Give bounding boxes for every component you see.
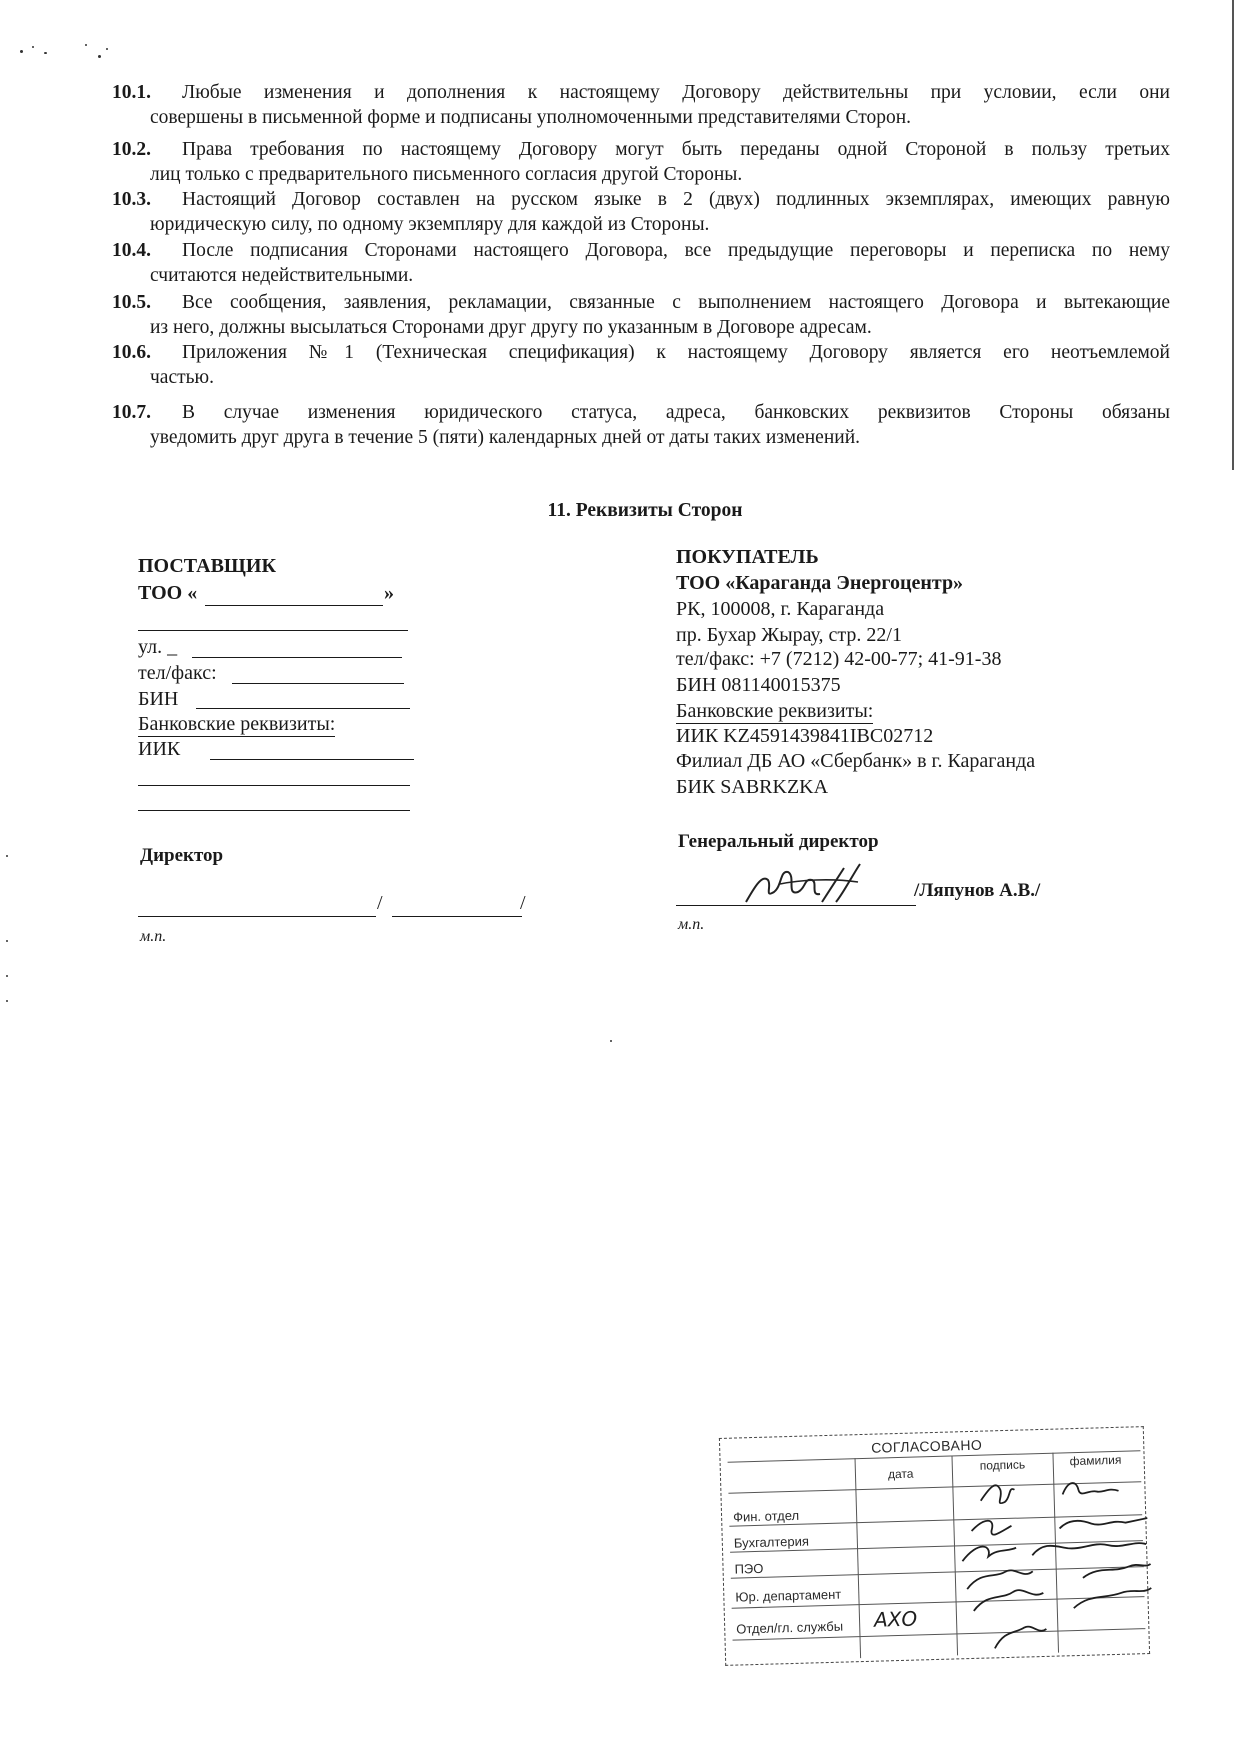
buyer-address-line2: пр. Бухар Жырау, стр. 22/1 — [676, 624, 902, 646]
supplier-seal-mark: м.п. — [140, 928, 167, 945]
clause-text-line1: Настоящий Договор составлен на русском языке в 2 (двух) подлинных экземплярах, имеющих равную — [182, 189, 1170, 210]
stamp-row-label: Фин. отдел — [732, 1507, 800, 1525]
supplier-name-blank — [392, 916, 522, 917]
scan-speck — [6, 1000, 8, 1002]
supplier-sign-separator: / — [377, 892, 383, 914]
clause-text-line1: Все сообщения, заявления, рекламации, связанные с выполнением настоящего Договора и вытекающие — [182, 292, 1170, 313]
stamp-row-label: Юр. департамент — [735, 1586, 842, 1605]
clause-number: 10.3. — [112, 189, 151, 210]
clause-text-line2: лиц только с предварительного письменного согласия другой Стороны. — [150, 164, 743, 185]
buyer-signer-name: /Ляпунов А.В./ — [914, 880, 1041, 901]
clause-number: 10.4. — [112, 240, 151, 261]
buyer-signature-mark — [740, 858, 890, 914]
stamp-row-label: Бухгалтерия — [733, 1533, 810, 1551]
scan-speck — [20, 50, 23, 53]
clause-text-line2: из него, должны высылаться Сторонами друг другу по указанным в Договоре адресам. — [150, 317, 872, 338]
buyer-heading: ПОКУПАТЕЛЬ — [676, 546, 819, 568]
scan-edge — [1232, 0, 1234, 470]
clause-number: 10.5. — [112, 292, 151, 313]
stamp-column-name: фамилия — [1069, 1452, 1122, 1469]
scan-speck — [610, 1040, 612, 1042]
supplier-bank-label: Банковские реквизиты: — [138, 713, 336, 735]
stamp-column-signature: подпись — [979, 1457, 1026, 1473]
clause-text-line1: Приложения №1 (Техническая спецификация) к настоящему Договору является его неотъемлемой — [182, 342, 1170, 363]
scan-speck — [6, 940, 8, 942]
buyer-bik: БИК SABRKZKA — [676, 776, 829, 798]
scan-speck — [98, 55, 101, 58]
buyer-bank-label: Банковские реквизиты: — [676, 700, 874, 722]
clause-text-line2: совершены в письменной форме и подписаны уполномоченными представителями Сторон. — [150, 107, 912, 128]
clause-number: 10.6. — [112, 342, 151, 363]
buyer-address-line1: РК, 100008, г. Караганда — [676, 598, 885, 620]
clause-text-line2: уведомить друг друга в течение 5 (пяти) календарных дней от даты таких изменений. — [150, 427, 860, 448]
supplier-signature-blank — [138, 916, 376, 917]
stamp-row-label: Отдел/гл. службы — [736, 1618, 844, 1637]
clause-text-line1: В случае изменения юридического статуса, адреса, банковских реквизитов Стороны обязаны — [182, 402, 1170, 423]
buyer-iik: ИИК KZ4591439841IBC02712 — [676, 725, 934, 747]
clause-text-line1: Права требования по настоящему Договору могут быть переданы одной Стороной в пользу третьих — [182, 139, 1170, 160]
buyer-position: Генеральный директор — [678, 831, 879, 852]
clause-text-line2: юридическую силу, по одному экземпляру для каждой из Стороны. — [150, 214, 710, 235]
supplier-blank-line — [138, 785, 410, 786]
clause-number: 10.1. — [112, 82, 151, 103]
buyer-company: ТОО «Караганда Энергоцентр» — [676, 572, 964, 594]
stamp-title: СОГЛАСОВАНО — [871, 1436, 983, 1456]
supplier-bin-label: БИН — [138, 688, 179, 710]
supplier-iik-blank — [210, 759, 414, 760]
supplier-phone-label: тел/факс: — [138, 662, 217, 684]
clause-number: 10.7. — [112, 402, 151, 423]
scan-speck — [106, 48, 108, 50]
supplier-street-label: ул. _ — [138, 636, 178, 658]
supplier-company-blank — [205, 605, 383, 606]
buyer-phone: тел/факс: +7 (7212) 42-00-77; 41-91-38 — [676, 648, 1002, 670]
clause-text-line1: Любые изменения и дополнения к настоящему Договору действительны при условии, если они — [182, 82, 1170, 103]
supplier-street-blank — [192, 657, 402, 658]
clause-text-line2: частью. — [150, 367, 214, 388]
buyer-seal-mark: м.п. — [678, 916, 705, 933]
approval-stamp — [719, 1426, 1150, 1666]
supplier-position: Директор — [140, 845, 224, 866]
stamp-signatures — [950, 1456, 1155, 1657]
supplier-heading: ПОСТАВЩИК — [138, 555, 276, 577]
supplier-iik-label: ИИК — [138, 738, 181, 760]
supplier-company-open: ТОО « — [138, 582, 198, 604]
stamp-handwritten-entry: АХО — [873, 1606, 918, 1632]
supplier-blank-line — [138, 810, 410, 811]
stamp-column-date: дата — [887, 1466, 914, 1482]
supplier-sign-separator: / — [520, 892, 526, 914]
supplier-company-close: » — [384, 582, 394, 604]
clause-text-line2: считаются недействительными. — [150, 265, 414, 286]
scan-speck — [85, 44, 87, 46]
clause-text-line1: После подписания Сторонами настоящего Договора, все предыдущие переговоры и переписка по нему — [182, 240, 1170, 261]
supplier-phone-blank — [232, 683, 404, 684]
stamp-row-label: ПЭО — [734, 1560, 764, 1577]
scan-speck — [6, 855, 8, 857]
clause-number: 10.2. — [112, 139, 151, 160]
buyer-bin: БИН 081140015375 — [676, 674, 841, 696]
supplier-bin-blank — [196, 708, 410, 709]
scan-speck — [6, 975, 8, 977]
section-title: 11. Реквизиты Сторон — [547, 500, 743, 521]
buyer-bank-branch: Филиал ДБ АО «Сбербанк» в г. Караганда — [676, 750, 1036, 772]
scan-speck — [44, 52, 47, 54]
supplier-blank-line — [138, 630, 408, 631]
scan-speck — [32, 46, 34, 48]
